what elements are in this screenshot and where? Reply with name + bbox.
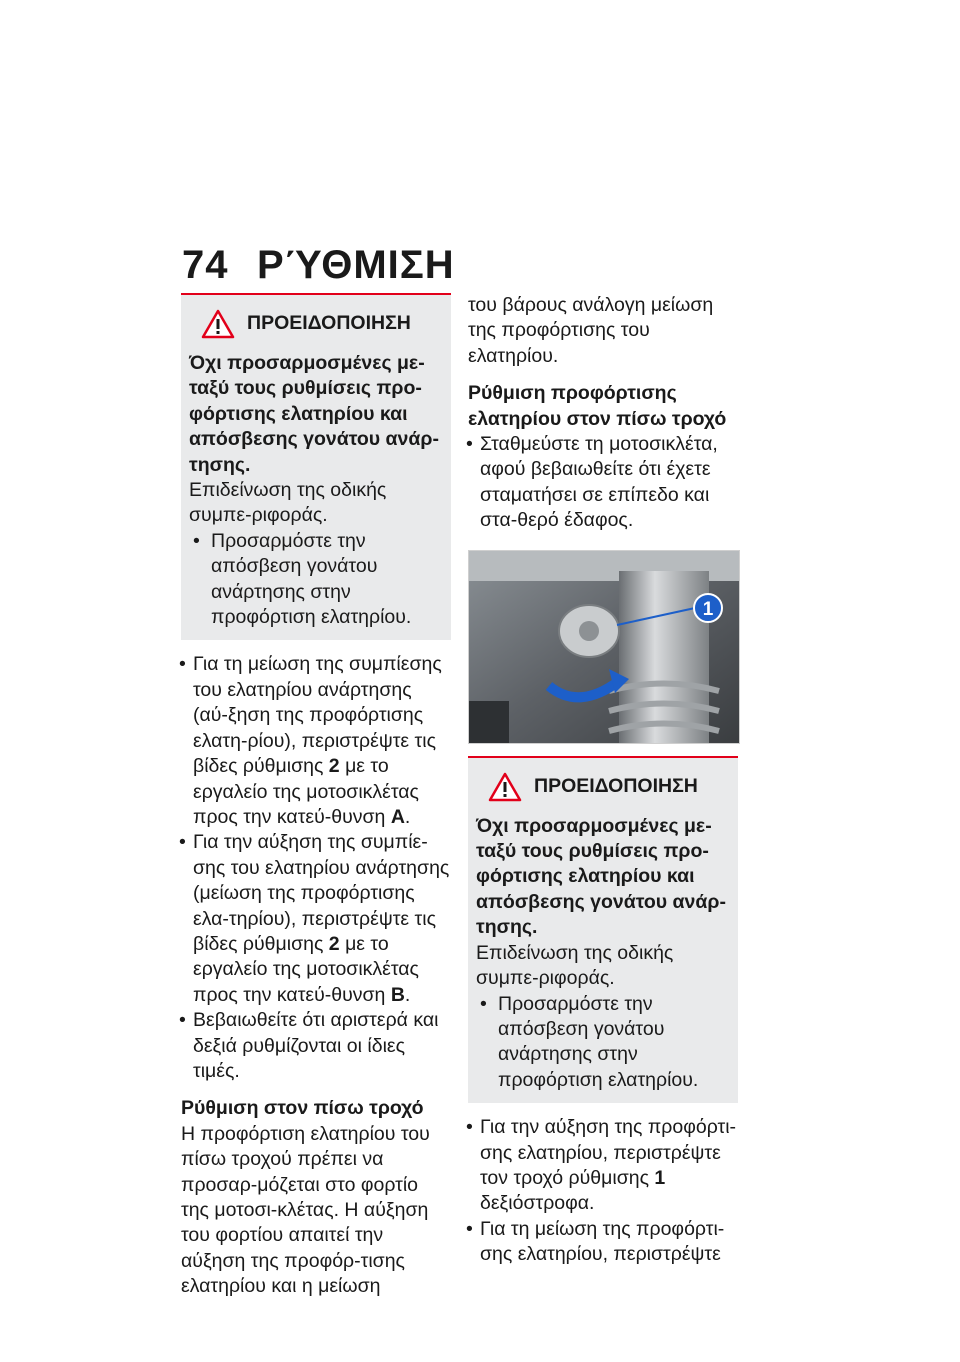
warning-list: [189, 529, 443, 631]
warning-bold-text: Όχι προσαρμοσμένες με-ταξύ τους ρυθμίσεις προ-φόρτισης ελατηρίου και απόσβεσης γονάτου ανάρ-τησης.: [476, 814, 726, 939]
right-column: [468, 293, 738, 1268]
warning-title: [488, 772, 730, 802]
warning-triangle-icon: [488, 772, 522, 802]
right-bullet-list-2: [468, 1115, 738, 1267]
left-bullet-list: [181, 652, 451, 1084]
continued-text: του βάρους ανάλογη μείωση της προφόρτισης του ελατηρίου.: [468, 294, 714, 367]
warning-box-2: [468, 756, 738, 1103]
list-item: • Σταθμεύστε τη μοτοσικλέτα, αφού βεβαιωθείτε ότι έχετε σταματήσει σε επίπεδο και στα-θερό έδαφος.: [468, 432, 738, 534]
page-header: [182, 243, 455, 288]
warning-text: Επιδείνωση της οδικής συμπε-ριφοράς.: [476, 941, 674, 990]
page-title: ΡΎΘΜΙΣΗ: [257, 243, 455, 287]
section-heading: Ρύθμιση στον πίσω τροχό: [181, 1097, 424, 1120]
right-bullet-list-1: [468, 432, 738, 534]
warning-text: Επιδείνωση της οδικής συμπε-ριφοράς.: [189, 479, 387, 527]
callout-badge: 1: [693, 593, 723, 623]
warning-title: [201, 309, 443, 339]
list-item: • Για την αύξηση της συμπίε-σης του ελατηρίου ανάρτησης (μείωση της προφόρτισης ελα-τηρίου), περιστρέψτε τις βίδες ρύθμισης 2 με το εργαλείο της μοτοσικλέτας προς την κατεύ-θυνση B.: [181, 830, 451, 1008]
page-number: 74: [182, 243, 229, 287]
left-column: [181, 293, 451, 1300]
spring-adjuster-photo: [468, 550, 740, 744]
list-item: • Για τη μείωση της προφόρτι-σης ελατηρίου, περιστρέψτε: [468, 1217, 738, 1268]
list-item: • Για την αύξηση της προφόρτι-σης ελατηρίου, περιστρέψτε τον τροχό ρύθμισης 1 δεξιόστροφα.: [468, 1115, 738, 1217]
warning-list: [476, 992, 730, 1094]
warning-label: ΠΡΟΕΙΔΟΠΟΙΗΣΗ: [247, 312, 411, 335]
warning-bullet: • Προσαρμόστε την απόσβεση γονάτου ανάρτησης στην προφόρτιση ελατηρίου.: [476, 992, 730, 1094]
warning-bold-text: Όχι προσαρμοσμένες με-ταξύ τους ρυθμίσεις προ-φόρτισης ελατηρίου και απόσβεσης γονάτου ανάρ-τησης.: [189, 352, 439, 476]
warning-bullet: • Προσαρμόστε την απόσβεση γονάτου ανάρτησης στην προφόρτιση ελατηρίου.: [189, 529, 443, 631]
warning-box-1: [181, 293, 451, 640]
section-heading: Ρύθμιση προφόρτισης ελατηρίου στον πίσω τροχό: [468, 382, 727, 430]
list-item: • Για τη μείωση της συμπίεσης του ελατηρίου ανάρτησης (αύ-ξηση της προφόρτισης ελατη-ρίου), περιστρέψτε τις βίδες ρύθμισης 2 με το εργαλείο της μοτοσικλέτας προς την κατεύ-θυνση A.: [181, 652, 451, 830]
section-text: Η προφόρτιση ελατηρίου του πίσω τροχού πρέπει να προσαρ-μόζεται στο φορτίο της μοτοσι-κλέτας. Η αύξηση του φορτίου απαιτεί την αύξηση της προφόρ-τισης ελατηρίου και η μείωση: [181, 1122, 430, 1298]
warning-triangle-icon: [201, 309, 235, 339]
list-item: • Βεβαιωθείτε ότι αριστερά και δεξιά ρυθμίζονται οι ίδιες τιμές.: [181, 1008, 451, 1084]
shock-absorber-illustration: [469, 551, 739, 743]
warning-label: ΠΡΟΕΙΔΟΠΟΙΗΣΗ: [534, 774, 698, 797]
